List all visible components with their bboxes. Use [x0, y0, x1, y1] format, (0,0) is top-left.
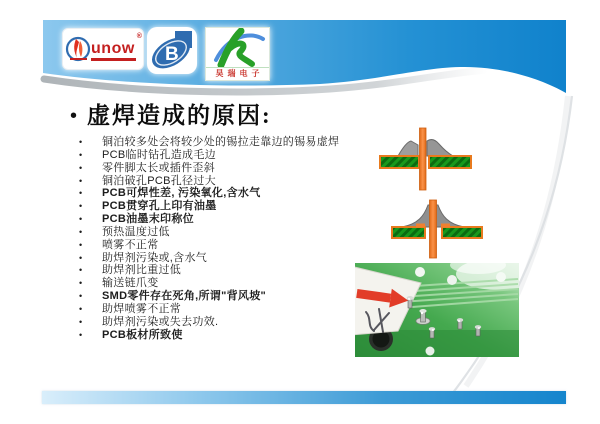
list-item: • 输送链爪变	[76, 277, 376, 290]
list-item: • 助焊剂污染或,含水气	[76, 252, 376, 265]
list-item: • 助焊剂比重过低	[76, 264, 376, 277]
bullet-icon: •	[79, 226, 83, 237]
brand-text: unow	[91, 40, 136, 61]
bullet-icon: •	[79, 239, 83, 250]
list-item: • 喷雾不正常	[76, 239, 376, 252]
pcb-solder-photo	[350, 256, 540, 357]
bullet-icon: •	[79, 214, 83, 225]
background-swoosh	[452, 96, 572, 394]
bullet-icon: •	[79, 329, 83, 340]
bullet-icon: •	[79, 175, 83, 186]
bullet-icon: •	[79, 316, 83, 327]
page-title-text: 虚焊造成的原因:	[87, 103, 272, 128]
ib-ellipse-icon	[148, 28, 196, 73]
list-item: • PCB贯穿孔上印有油墨	[76, 200, 376, 213]
cold-solder-joint-diagram	[380, 128, 471, 190]
good-solder-joint-diagram	[392, 200, 482, 258]
haorui-glyph-icon	[206, 28, 269, 67]
list-item: • SMD零件存在死角,所谓"背风坡"	[76, 290, 376, 303]
haorui-logo	[205, 27, 270, 81]
page-title	[70, 101, 272, 131]
bottom-accent-bar	[42, 391, 566, 404]
bullet-icon: •	[79, 188, 83, 199]
bullet-icon: •	[79, 278, 83, 289]
bullet-icon: •	[79, 201, 83, 212]
bullet-icon: •	[79, 265, 83, 276]
ib-logo	[147, 27, 197, 74]
flame-icon	[65, 34, 91, 64]
bullet-icon: •	[79, 303, 83, 314]
bullet-icon: •	[79, 149, 83, 160]
list-item: • PCB油墨末印称位	[76, 213, 376, 226]
list-item: • 铜泊破孔PCB孔径过大	[76, 175, 376, 188]
solder-pins	[407, 296, 482, 338]
list-item: • 预热温度过低	[76, 226, 376, 239]
bullet-icon: •	[79, 137, 83, 147]
list-item: • PCB临时钻孔造成毛边	[76, 149, 376, 162]
list-item: • 零件脚太长或插件歪斜	[76, 162, 376, 175]
bullet-icon: •	[79, 291, 83, 302]
haorui-caption: 昊瑞电子	[206, 67, 269, 80]
list-item: • 铜泊较多处会将较少处的锡拉走靠边的锡易虚焊	[76, 136, 376, 149]
svg-text:B: B	[165, 44, 179, 65]
list-item: • PCB可焊性差, 污染氧化,含水气	[76, 187, 376, 200]
funow-logo	[62, 28, 144, 70]
registered-mark: ®	[136, 33, 142, 40]
list-item: • 助焊喷雾不正常	[76, 303, 376, 316]
title-bullet-icon: •	[70, 105, 78, 127]
bullet-icon: •	[79, 162, 83, 173]
list-item: • PCB板材所致使	[76, 329, 376, 342]
bullet-icon: •	[79, 252, 83, 263]
cause-list	[76, 136, 376, 342]
list-item: • 助焊剂污染或失去功效.	[76, 316, 376, 329]
